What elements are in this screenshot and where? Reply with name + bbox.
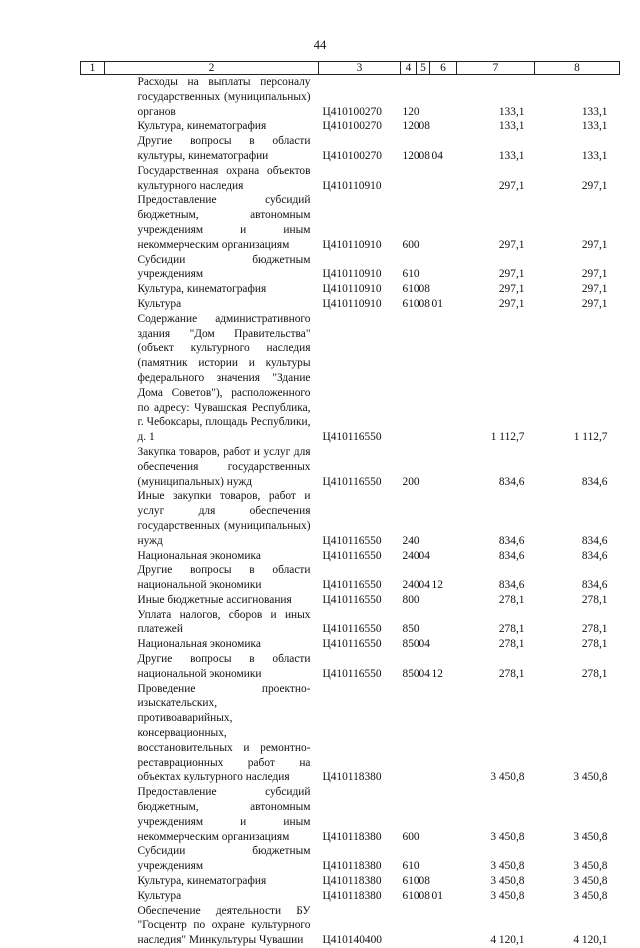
row-name-cell: Другие вопросы в области культуры, кинематографии: [137, 135, 311, 162]
row-number-cell: [81, 593, 105, 608]
target-article-cell: Ц410116550: [322, 638, 382, 651]
expense-type-cell: 610: [402, 889, 420, 902]
subsection-cell: 12: [431, 667, 443, 680]
row-name-cell: Обеспечение деятельности БУ "Госцентр по охране культурного наследия" Минкультуры Чувашии: [137, 904, 311, 947]
amount-cell: 297,1: [581, 238, 608, 251]
target-article-cell: Ц410118380: [322, 860, 382, 873]
amount-cell: 3 450,8: [490, 771, 525, 784]
section-cell: 04: [418, 638, 430, 651]
expense-type-cell: 610: [402, 297, 420, 310]
amount-cell: 3 450,8: [490, 875, 525, 888]
target-article-cell: Ц410140400: [322, 934, 382, 947]
target-article-cell: Ц410100270: [322, 120, 382, 133]
table-row: [81, 593, 620, 608]
subsection-cell: [430, 904, 457, 948]
expense-type-cell: 120: [402, 120, 420, 133]
amount-cell: 3 450,8: [490, 889, 525, 902]
subsection-cell: 12: [431, 579, 443, 592]
amount-cell: 278,1: [498, 638, 525, 651]
table-row: [81, 889, 620, 904]
column-header: 3: [319, 62, 401, 75]
expense-type-cell: 240: [402, 534, 420, 547]
subsection-cell: [430, 445, 457, 489]
amount-cell: 3 450,8: [573, 771, 608, 784]
subsection-cell: [430, 844, 457, 874]
row-number-cell: [81, 889, 105, 904]
row-number-cell: [81, 652, 105, 682]
target-article-cell: Ц410118380: [322, 875, 382, 888]
amount-cell: 3 450,8: [573, 875, 608, 888]
section-cell: 08: [418, 149, 430, 162]
amount-cell: 834,6: [498, 549, 525, 562]
row-number-cell: [81, 682, 105, 786]
table-row: [81, 563, 620, 593]
table-row: [81, 652, 620, 682]
subsection-cell: [430, 637, 457, 652]
table-row: [81, 134, 620, 164]
row-name-cell: Культура: [137, 889, 182, 902]
column-header: 5: [417, 62, 430, 75]
table-row: [81, 193, 620, 252]
table-row: [81, 549, 620, 564]
subsection-cell: [430, 119, 457, 134]
section-cell: [417, 312, 430, 445]
row-name-cell: Государственная охрана объектов культурного наследия: [137, 164, 311, 192]
row-number-cell: [81, 193, 105, 252]
row-name-cell: Иные бюджетные ассигнования: [137, 593, 292, 606]
section-cell: 04: [418, 579, 430, 592]
amount-cell: 834,6: [581, 534, 608, 547]
section-cell: 08: [418, 120, 430, 133]
subsection-cell: [430, 282, 457, 297]
target-article-cell: Ц410110910: [322, 238, 382, 251]
subsection-cell: [430, 593, 457, 608]
row-number-cell: [81, 874, 105, 889]
row-number-cell: [81, 563, 105, 593]
expense-type-cell: 240: [402, 579, 420, 592]
section-cell: [417, 904, 430, 948]
budget-table: [80, 61, 620, 948]
row-name-cell: Субсидии бюджетным учреждениям: [137, 253, 311, 281]
amount-cell: 3 450,8: [573, 889, 608, 902]
amount-cell: 1 112,7: [573, 431, 608, 444]
amount-cell: 297,1: [498, 238, 525, 251]
amount-cell: 133,1: [581, 120, 608, 133]
subsection-cell: 01: [431, 889, 443, 902]
amount-cell: 834,6: [581, 475, 608, 488]
expense-type-cell: 850: [402, 667, 420, 680]
target-article-cell: Ц410118380: [322, 771, 382, 784]
expense-type-cell: 240: [402, 549, 420, 562]
table-row: [81, 874, 620, 889]
subsection-cell: [430, 75, 457, 120]
subsection-cell: [430, 253, 457, 283]
expense-type-cell: 610: [402, 860, 420, 873]
expense-type-cell: 800: [402, 593, 420, 606]
row-name-cell: Культура: [137, 297, 182, 310]
expense-type-cell: 610: [402, 283, 420, 296]
amount-cell: 297,1: [498, 297, 525, 310]
page-number: 44: [313, 38, 327, 52]
expense-type-cell: 610: [402, 875, 420, 888]
target-article-cell: Ц410100270: [322, 149, 382, 162]
target-article-cell: Ц410116550: [322, 623, 382, 636]
target-article-cell: Ц410110910: [322, 297, 382, 310]
section-cell: [417, 164, 430, 194]
row-number-cell: [81, 785, 105, 844]
row-number-cell: [81, 549, 105, 564]
row-number-cell: [81, 844, 105, 874]
row-name-cell: Уплата налогов, сборов и иных платежей: [137, 608, 311, 636]
row-number-cell: [81, 904, 105, 948]
amount-cell: 3 450,8: [490, 830, 525, 843]
row-name-cell: Иные закупки товаров, работ и услуг для обеспечения государственных (муниципальных) нужд: [137, 490, 311, 547]
amount-cell: 297,1: [581, 297, 608, 310]
target-article-cell: Ц410110910: [322, 283, 382, 296]
row-number-cell: [81, 119, 105, 134]
subsection-cell: [430, 874, 457, 889]
row-name-cell: Предоставление субсидий бюджетным, автономным учреждениям и иным некоммерческим организациям: [137, 786, 311, 843]
subsection-cell: [430, 164, 457, 194]
subsection-cell: [430, 608, 457, 638]
target-article-cell: Ц410100270: [322, 105, 382, 118]
amount-cell: 3 450,8: [573, 830, 608, 843]
subsection-cell: [430, 682, 457, 786]
amount-cell: 278,1: [498, 623, 525, 636]
section-cell: 08: [418, 283, 430, 296]
column-header-row: [81, 62, 620, 75]
row-name-cell: Субсидии бюджетным учреждениям: [137, 845, 311, 873]
expense-type-cell: 850: [402, 623, 420, 636]
row-name-cell: Другие вопросы в области национальной экономики: [137, 653, 311, 680]
table-row: [81, 904, 620, 948]
row-name-cell: Закупка товаров, работ и услуг для обеспечения государственных (муниципальных) нужд: [137, 445, 311, 488]
row-number-cell: [81, 608, 105, 638]
target-article-cell: Ц410116550: [322, 431, 382, 444]
expense-type-cell: 600: [402, 830, 420, 843]
amount-cell: 297,1: [581, 179, 608, 192]
amount-cell: 297,1: [498, 283, 525, 296]
table-row: [81, 119, 620, 134]
amount-cell: 133,1: [498, 120, 525, 133]
column-header: 2: [105, 62, 319, 75]
amount-cell: 1 112,7: [490, 431, 525, 444]
amount-cell: 4 120,1: [573, 934, 608, 947]
expense-type-cell: [401, 904, 417, 948]
row-name-cell: Культура, кинематография: [137, 283, 267, 296]
row-name-cell: Другие вопросы в области национальной экономики: [137, 564, 311, 592]
column-header: 1: [81, 62, 105, 75]
amount-cell: 133,1: [498, 149, 525, 162]
amount-cell: 278,1: [581, 623, 608, 636]
row-number-cell: [81, 312, 105, 445]
amount-cell: 834,6: [498, 534, 525, 547]
amount-cell: 297,1: [581, 268, 608, 281]
amount-cell: 834,6: [581, 549, 608, 562]
expense-type-cell: 610: [402, 268, 420, 281]
target-article-cell: Ц410116550: [322, 593, 382, 606]
row-name-cell: Национальная экономика: [137, 638, 261, 651]
amount-cell: 278,1: [581, 638, 608, 651]
row-number-cell: [81, 134, 105, 164]
section-cell: 08: [418, 297, 430, 310]
row-name-cell: Предоставление субсидий бюджетным, автономным учреждениям и иным некоммерческим организациям: [137, 194, 311, 251]
amount-cell: 297,1: [498, 179, 525, 192]
row-number-cell: [81, 75, 105, 120]
row-name-cell: Культура, кинематография: [137, 120, 267, 133]
section-cell: 04: [418, 549, 430, 562]
target-article-cell: Ц410116550: [322, 579, 382, 592]
row-number-cell: [81, 445, 105, 489]
target-article-cell: Ц410116550: [322, 534, 382, 547]
column-header: 4: [401, 62, 417, 75]
subsection-cell: [430, 549, 457, 564]
row-number-cell: [81, 253, 105, 283]
target-article-cell: Ц410118380: [322, 830, 382, 843]
expense-type-cell: [401, 682, 417, 786]
table-row: [81, 637, 620, 652]
amount-cell: 3 450,8: [490, 860, 525, 873]
column-header: 6: [430, 62, 457, 75]
subsection-cell: 04: [431, 149, 443, 162]
section-cell: [417, 682, 430, 786]
target-article-cell: Ц410118380: [322, 889, 382, 902]
amount-cell: 278,1: [581, 667, 608, 680]
row-number-cell: [81, 489, 105, 548]
table-row: [81, 282, 620, 297]
amount-cell: 133,1: [581, 105, 608, 118]
table-row: [81, 75, 620, 120]
amount-cell: 133,1: [498, 105, 525, 118]
column-header: 8: [535, 62, 620, 75]
target-article-cell: Ц410110910: [322, 268, 382, 281]
amount-cell: 3 450,8: [573, 860, 608, 873]
subsection-cell: 01: [431, 297, 443, 310]
row-name-cell: Содержание административного здания "Дом Правительства" (объект культурного наследия (памятник истории и культуры федерального значения "Здание Дома Советов"), расположенного по адресу: Чувашская Республика, г. Чебоксары, площадь Республики, д. 1: [137, 312, 311, 444]
expense-type-cell: [401, 312, 417, 445]
row-number-cell: [81, 637, 105, 652]
table-row: [81, 608, 620, 638]
section-cell: 08: [418, 889, 430, 902]
amount-cell: 297,1: [498, 268, 525, 281]
subsection-cell: [430, 489, 457, 548]
expense-type-cell: [401, 164, 417, 194]
amount-cell: 834,6: [498, 475, 525, 488]
row-name-cell: Расходы на выплаты персоналу государственных (муниципальных) органов: [137, 76, 311, 118]
target-article-cell: Ц410116550: [322, 667, 382, 680]
amount-cell: 278,1: [498, 593, 525, 606]
row-name-cell: Национальная экономика: [137, 549, 261, 562]
expense-type-cell: 200: [402, 475, 420, 488]
row-number-cell: [81, 297, 105, 312]
expense-type-cell: 600: [402, 238, 420, 251]
table-row: [81, 253, 620, 283]
row-name-cell: Культура, кинематография: [137, 875, 267, 888]
amount-cell: 834,6: [498, 579, 525, 592]
amount-cell: 278,1: [581, 593, 608, 606]
subsection-cell: [430, 785, 457, 844]
row-name-cell: Проведение проектно-изыскательских, противоаварийных, консервационных, восстановительных и ремонтно-реставрационных работ на объектах культурного наследия: [137, 682, 311, 784]
row-number-cell: [81, 282, 105, 297]
subsection-cell: [430, 193, 457, 252]
column-header: 7: [457, 62, 535, 75]
expense-type-cell: 850: [402, 638, 420, 651]
amount-cell: 834,6: [581, 579, 608, 592]
amount-cell: 278,1: [498, 667, 525, 680]
subsection-cell: [430, 312, 457, 445]
amount-cell: 4 120,1: [490, 934, 525, 947]
table-row: [81, 312, 620, 445]
table-row: [81, 445, 620, 489]
table-row: [81, 785, 620, 844]
section-cell: 08: [418, 875, 430, 888]
amount-cell: 133,1: [581, 149, 608, 162]
table-row: [81, 297, 620, 312]
table-row: [81, 489, 620, 548]
target-article-cell: Ц410116550: [322, 475, 382, 488]
table-row: [81, 844, 620, 874]
table-row: [81, 164, 620, 194]
table-row: [81, 682, 620, 786]
expense-type-cell: 120: [402, 149, 420, 162]
expense-type-cell: 120: [402, 105, 420, 118]
target-article-cell: Ц410116550: [322, 549, 382, 562]
row-number-cell: [81, 164, 105, 194]
amount-cell: 297,1: [581, 283, 608, 296]
target-article-cell: Ц410110910: [322, 179, 382, 192]
section-cell: 04: [418, 667, 430, 680]
